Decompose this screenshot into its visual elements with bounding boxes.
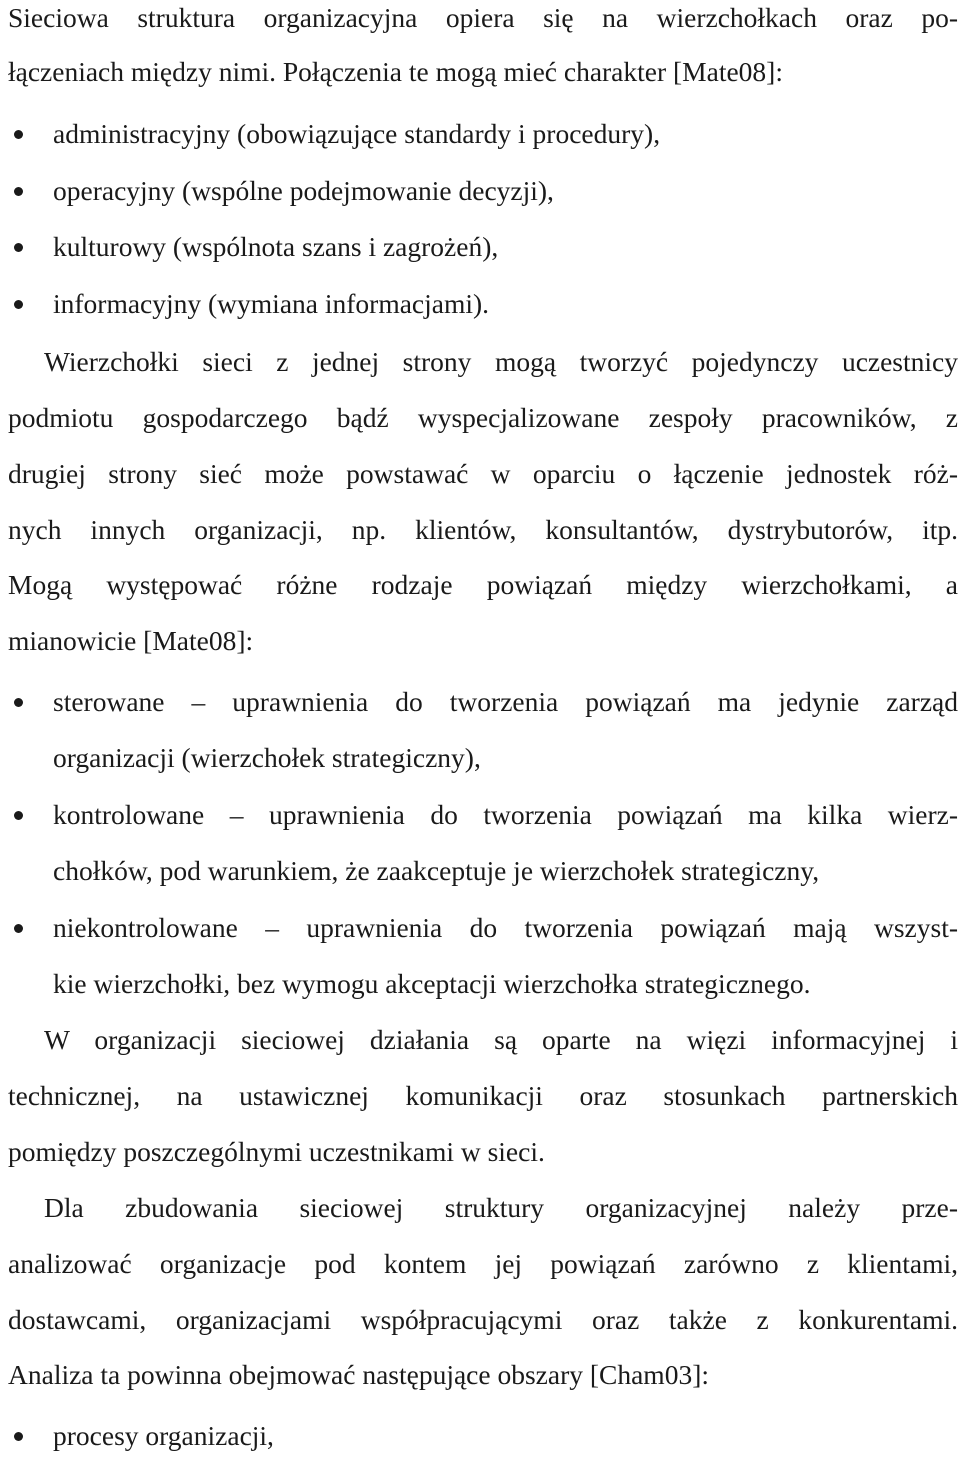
- list-item: niekontrolowane – uprawnienia do tworzenia powiązań mają wszyst-: [53, 912, 958, 943]
- paragraph-4-line-3: dostawcami, organizacjami współpracującymi oraz także z konkurentami.: [8, 1304, 958, 1335]
- bullet-icon: [14, 130, 23, 139]
- list-item: kulturowy (wspólnota szans i zagrożeń),: [53, 231, 499, 262]
- paragraph-1-line-1: Sieciowa struktura organizacyjna opiera się na wierzchołkach oraz po-: [8, 2, 958, 33]
- paragraph-2-line-4: nych innych organizacji, np. klientów, konsultantów, dystrybutorów, itp.: [8, 514, 958, 545]
- bullet-icon: [14, 811, 23, 820]
- list-item: informacyjny (wymiana informacjami).: [53, 288, 490, 319]
- paragraph-1-line-2: łączeniach między nimi. Połączenia te mogą mieć charakter [Mate08]:: [8, 56, 783, 87]
- list-item: operacyjny (wspólne podejmowanie decyzji),: [53, 175, 554, 206]
- list-item-continuation: kie wierzchołki, bez wymogu akceptacji wierzchołka strategicznego.: [53, 968, 811, 999]
- list-item-continuation: organizacji (wierzchołek strategiczny),: [53, 742, 481, 773]
- paragraph-2-line-6: mianowicie [Mate08]:: [8, 625, 254, 656]
- paragraph-2-line-5: Mogą występować różne rodzaje powiązań między wierzchołkami, a: [8, 569, 958, 600]
- paragraph-2-line-1: Wierzchołki sieci z jednej strony mogą tworzyć pojedynczy uczestnicy: [44, 346, 958, 377]
- list-item: procesy organizacji,: [53, 1420, 274, 1451]
- list-item: kontrolowane – uprawnienia do tworzenia powiązań ma kilka wierz-: [53, 799, 958, 830]
- paragraph-3-line-2: technicznej, na ustawicznej komunikacji oraz stosunkach partnerskich: [8, 1080, 958, 1111]
- bullet-icon: [14, 924, 23, 933]
- paragraph-2-line-2: podmiotu gospodarczego bądź wyspecjalizowane zespoły pracowników, z: [8, 402, 958, 433]
- paragraph-2-line-3: drugiej strony sieć może powstawać w oparciu o łączenie jednostek róż-: [8, 458, 958, 489]
- paragraph-4-line-1: Dla zbudowania sieciowej struktury organizacyjnej należy prze-: [44, 1192, 958, 1223]
- list-item: sterowane – uprawnienia do tworzenia powiązań ma jedynie zarząd: [53, 686, 958, 717]
- list-item: administracyjny (obowiązujące standardy i procedury),: [53, 118, 661, 149]
- bullet-icon: [14, 698, 23, 707]
- paragraph-4-line-2: analizować organizacje pod kontem jej powiązań zarówno z klientami,: [8, 1248, 958, 1279]
- bullet-icon: [14, 243, 23, 252]
- bullet-icon: [14, 187, 23, 196]
- bullet-icon: [14, 1432, 23, 1441]
- paragraph-4-line-4: Analiza ta powinna obejmować następujące obszary [Cham03]:: [8, 1359, 709, 1390]
- bullet-icon: [14, 300, 23, 309]
- paragraph-3-line-1: W organizacji sieciowej działania są oparte na więzi informacyjnej i: [44, 1024, 958, 1055]
- list-item-continuation: chołków, pod warunkiem, że zaakceptuje je wierzchołek strategiczny,: [53, 855, 820, 886]
- paragraph-3-line-3: pomiędzy poszczególnymi uczestnikami w sieci.: [8, 1136, 545, 1167]
